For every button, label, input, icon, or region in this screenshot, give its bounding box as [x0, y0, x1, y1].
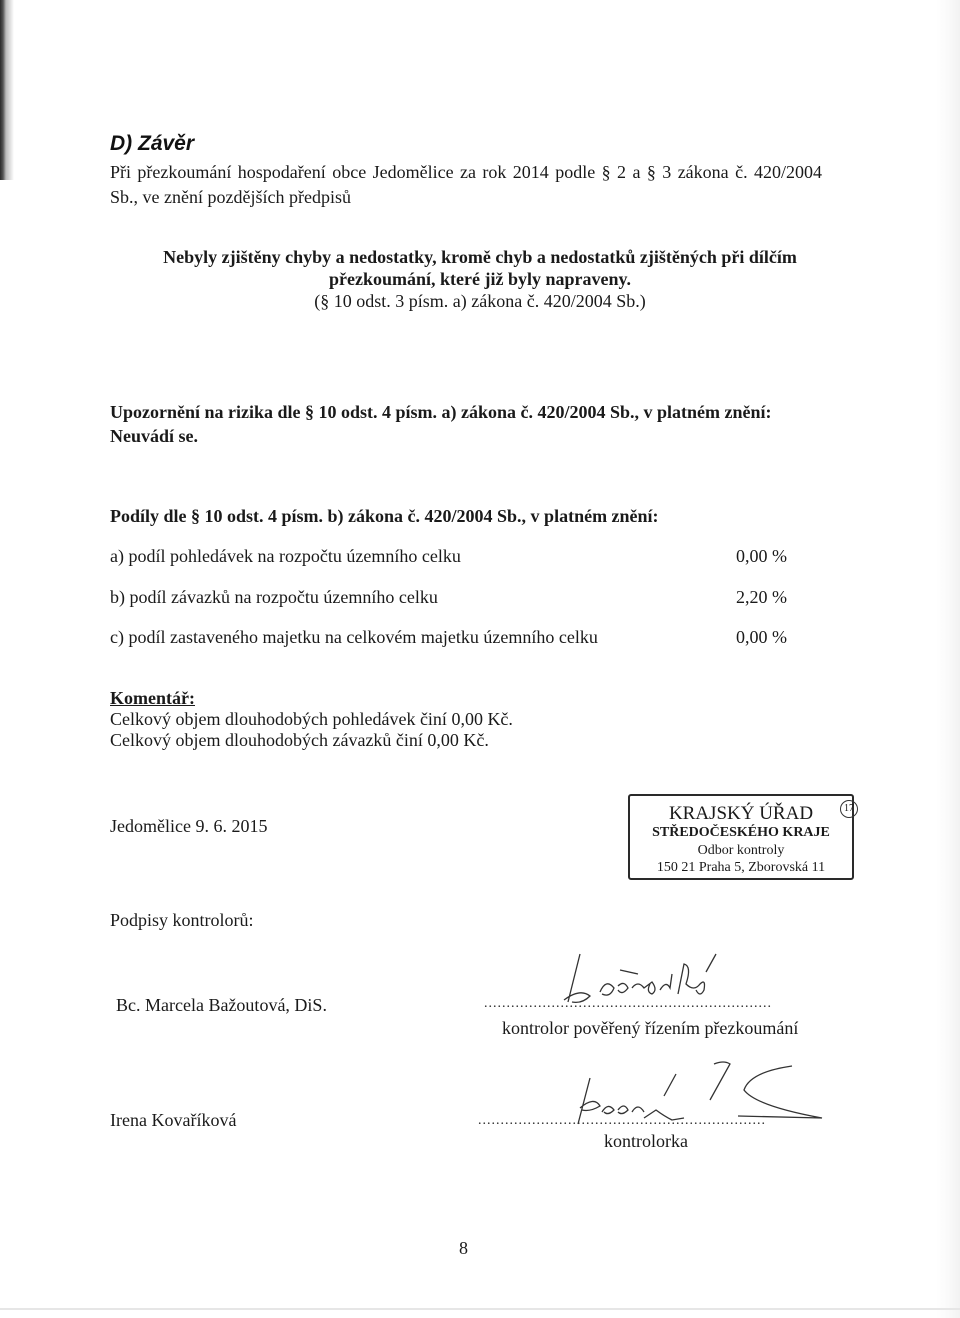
- place-date: Jedomělice 9. 6. 2015: [110, 816, 268, 836]
- stamp-number-badge: 17: [840, 800, 858, 818]
- share-label: b) podíl závazků na rozpočtu územního celku: [110, 587, 438, 607]
- comment-line: Celkový objem dlouhodobých pohledávek činí 0,00 Kč.: [110, 709, 513, 729]
- risk-warning-text: Neuvádí se.: [110, 426, 199, 446]
- office-stamp: [628, 794, 854, 880]
- share-value: 0,00 %: [736, 546, 787, 566]
- share-row: [110, 627, 822, 648]
- share-label: a) podíl pohledávek na rozpočtu územního celku: [110, 546, 461, 566]
- share-row: [110, 587, 822, 608]
- scan-edge-right: [936, 0, 960, 1318]
- shares-heading: Podíly dle § 10 odst. 4 písm. b) zákona č. 420/2004 Sb., v platném znění:: [110, 506, 659, 526]
- signatory-role: kontrolor pověřený řízením přezkoumání: [502, 1018, 799, 1038]
- section-title: D) Závěr: [110, 132, 195, 155]
- risk-warning-heading: Upozornění na rizika dle § 10 odst. 4 písm. a) zákona č. 420/2004 Sb., v platném znění:: [110, 402, 772, 422]
- conclusion-line-2: přezkoumání, které již byly napraveny.: [329, 269, 631, 289]
- comment-line: Celkový objem dlouhodobých závazků činí 0,00 Kč.: [110, 730, 489, 750]
- signatures-heading: Podpisy kontrolorů:: [110, 910, 254, 930]
- share-value: 2,20 %: [736, 587, 787, 607]
- share-label: c) podíl zastaveného majetku na celkovém majetku územního celku: [110, 627, 598, 647]
- stamp-line-4: 150 21 Praha 5, Zborovská 11: [656, 860, 826, 875]
- stamp-line-1: KRAJSKÝ ÚŘAD: [668, 803, 814, 824]
- stamp-line-2: STŘEDOČESKÉHO KRAJE: [652, 825, 830, 840]
- share-value: 0,00 %: [736, 627, 787, 647]
- signatory-role: kontrolorka: [604, 1131, 688, 1151]
- risk-warning: [110, 400, 772, 448]
- handwritten-signature: [560, 944, 740, 1014]
- comment-block: [110, 688, 513, 751]
- signature-line: ................................................................: [484, 996, 772, 1011]
- page-number: 8: [459, 1238, 468, 1258]
- stamp-line-3: Odbor kontroly: [697, 843, 785, 858]
- signatory-name: Irena Kovaříková: [110, 1110, 237, 1130]
- signatory-name: Bc. Marcela Bažoutová, DiS.: [116, 995, 327, 1015]
- share-row: [110, 546, 822, 567]
- scan-edge-left: [0, 0, 16, 180]
- handwritten-signature: [560, 1056, 850, 1128]
- conclusion-reference: (§ 10 odst. 3 písm. a) zákona č. 420/2004 Sb.): [314, 291, 646, 311]
- conclusion-line-1: Nebyly zjištěny chyby a nedostatky, kromě chyb a nedostatků zjištěných při dílčím: [163, 247, 797, 267]
- signature-line: ................................................................: [478, 1113, 766, 1128]
- conclusion-block: [110, 246, 850, 312]
- scan-edge-bottom: [0, 1308, 960, 1310]
- comment-heading: Komentář:: [110, 688, 195, 708]
- intro-paragraph: Při přezkoumání hospodaření obce Jedomělice za rok 2014 podle § 2 a § 3 zákona č. 420/2004 Sb., ve znění pozdějších předpisů: [110, 162, 822, 207]
